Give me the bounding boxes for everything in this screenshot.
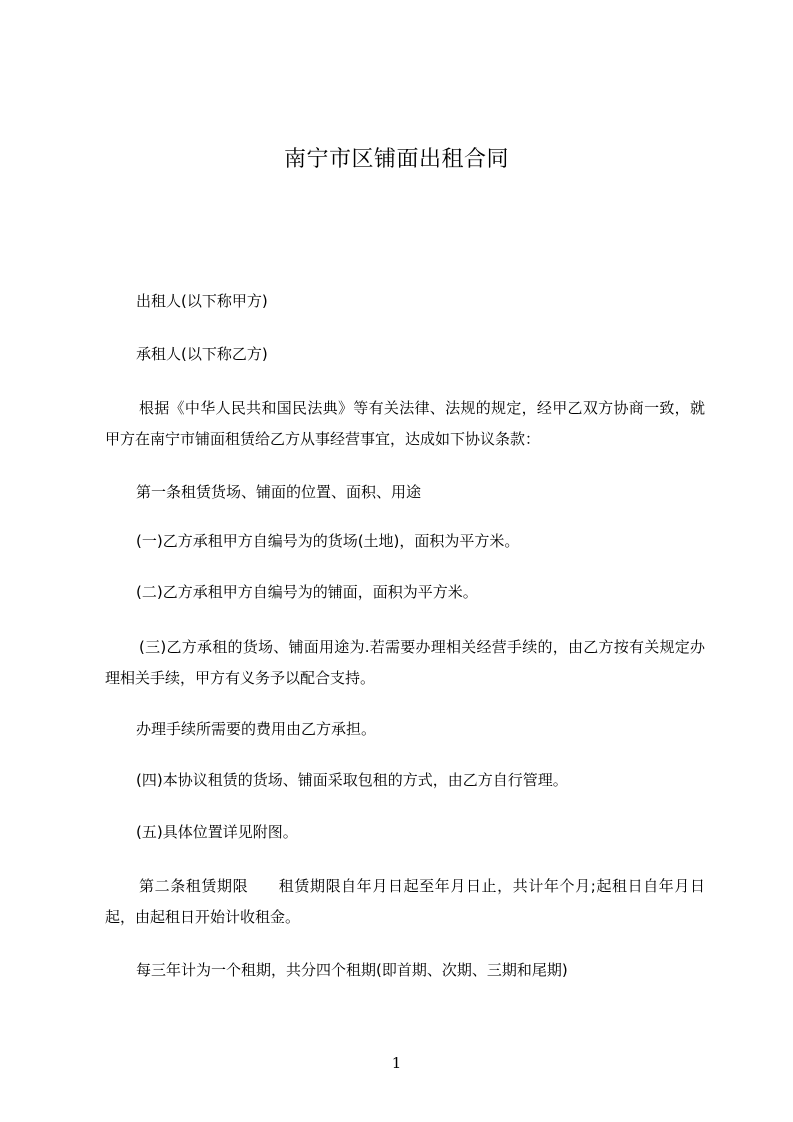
page-title: 南宁市区铺面出租合同 [283, 147, 509, 172]
lessor-line: 出租人(以下称甲方) [136, 292, 268, 310]
article1-item1: (一)乙方承租甲方自编号为的货场(土地)，面积为平方米。 [136, 532, 520, 550]
article1-item2: (二)乙方承租甲方自编号为的铺面，面积为平方米。 [136, 583, 478, 601]
article2-heading: 第二条租赁期限 [139, 877, 249, 895]
article2-paragraph [105, 871, 705, 933]
page-number: 1 [391, 1054, 402, 1072]
article1-fee-note: 办理手续所需要的费用由乙方承担。 [136, 720, 377, 738]
article1-heading: 第一条租赁货场、铺面的位置、面积、用途 [136, 483, 422, 501]
lessee-line: 承租人(以下称乙方) [136, 345, 268, 363]
article1-item5: (五)具体位置详见附图。 [136, 823, 298, 841]
article2-body: 租赁期限自年月日起至年月日止，共计年个月;起租日自年月日起，由起租日开始计收租金。 [105, 877, 705, 926]
article1-item4: (四)本协议租赁的货场、铺面采取包租的方式，由乙方自行管理。 [136, 771, 568, 789]
article1-item3: (三)乙方承租的货场、铺面用途为.若需要办理相关经营手续的，由乙方按有关规定办理相关手续，甲方有义务予以配合支持。 [105, 638, 705, 687]
preamble-paragraph: 根据《中华人民共和国民法典》等有关法律、法规的规定，经甲乙双方协商一致，就甲方在南宁市铺面租赁给乙方从事经营事宜，达成如下协议条款： [105, 399, 705, 448]
article2-periods: 每三年计为一个租期，共分四个租期(即首期、次期、三期和尾期) [136, 961, 568, 979]
